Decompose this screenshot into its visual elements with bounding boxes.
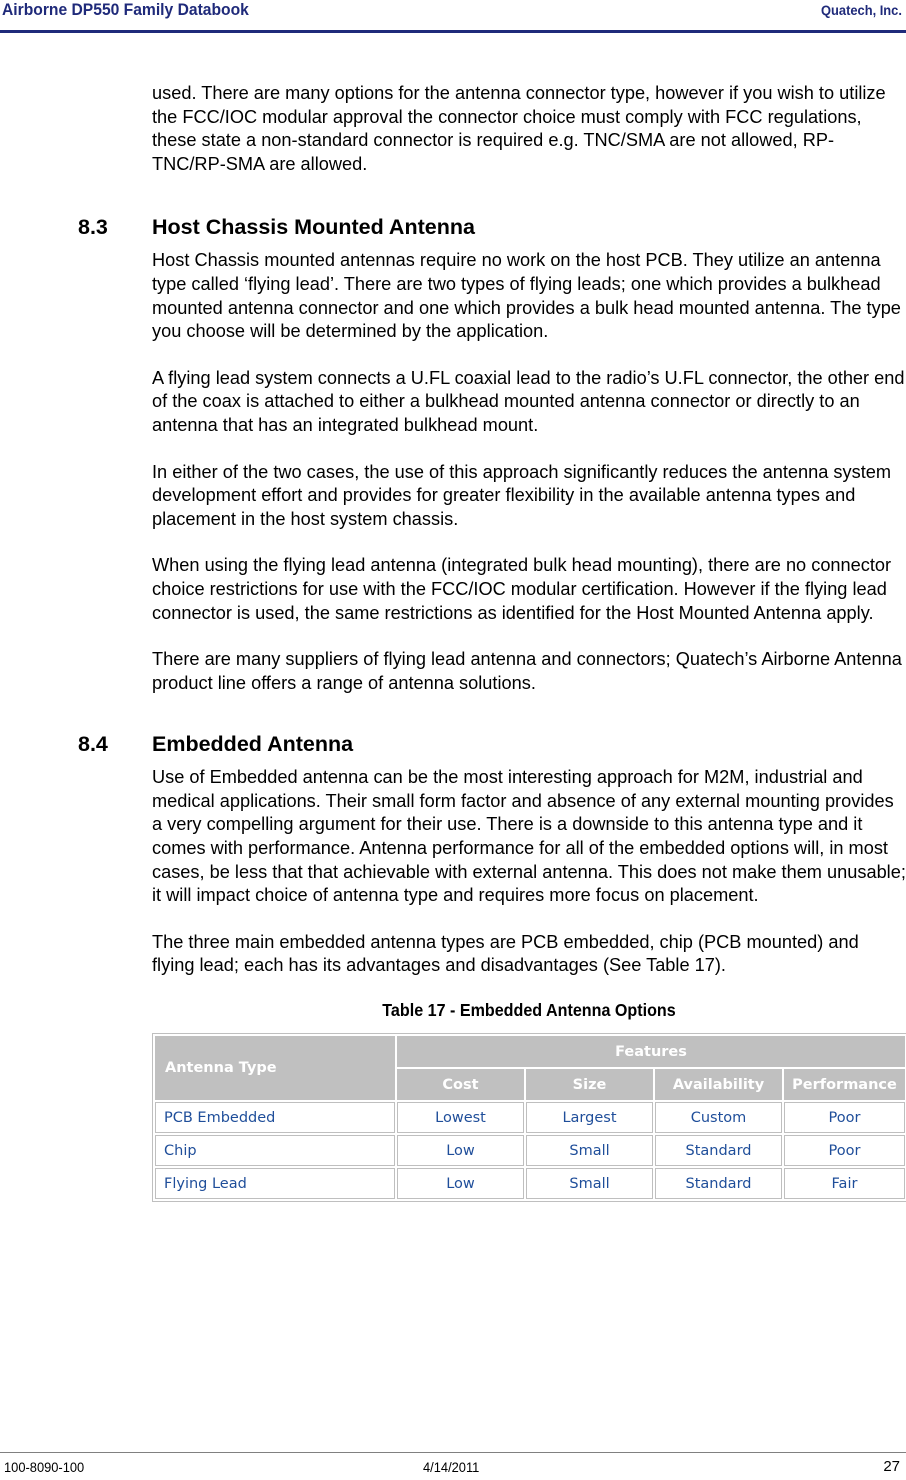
section-heading-8-4 bbox=[78, 732, 906, 762]
performance-cell: Poor bbox=[784, 1135, 905, 1166]
antenna-type-cell: PCB Embedded bbox=[155, 1102, 395, 1133]
cost-cell: Low bbox=[397, 1135, 524, 1166]
section-title: Embedded Antenna bbox=[152, 732, 354, 757]
size-cell: Small bbox=[526, 1168, 653, 1199]
column-header-performance: Performance bbox=[784, 1069, 905, 1100]
paragraph: A flying lead system connects a U.FL coaxial lead to the radio’s U.FL connector, the other end of the coax is attached to either a bulkhead mounted antenna connector or directly to an antenna that has an integrated bulkhead mount. bbox=[152, 367, 905, 435]
size-cell: Largest bbox=[526, 1102, 653, 1133]
page-footer bbox=[0, 1452, 906, 1480]
antenna-type-cell: Flying Lead bbox=[155, 1168, 395, 1199]
size-cell: Small bbox=[526, 1135, 653, 1166]
table-row bbox=[155, 1135, 905, 1166]
performance-cell: Fair bbox=[784, 1168, 905, 1199]
document-date: 4/14/2011 bbox=[423, 1459, 480, 1475]
paragraph: Host Chassis mounted antennas require no work on the host PCB. They utilize an antenna type called ‘flying lead’. There are two types of flying leads; one which provides a bulkhead mounted antenna connector and one which provides a bulk head mounted antenna. The type you choose will be determined by the application. bbox=[152, 250, 901, 342]
company-name: Quatech, Inc. bbox=[821, 2, 902, 18]
availability-cell: Standard bbox=[655, 1135, 782, 1166]
antenna-options-table bbox=[152, 1033, 906, 1202]
paragraph: The three main embedded antenna types are PCB embedded, chip (PCB mounted) and flying lead; each has its advantages and disadvantages (See Table 17). bbox=[152, 931, 859, 976]
section-title: Host Chassis Mounted Antenna bbox=[152, 215, 475, 240]
table-row bbox=[155, 1102, 905, 1133]
paragraph: In either of the two cases, the use of this approach significantly reduces the antenna system development effort and provides for greater flexibility in the available antenna types and placement in the host system chassis. bbox=[152, 461, 892, 529]
performance-cell: Poor bbox=[784, 1102, 905, 1133]
document-number: 100-8090-100 bbox=[4, 1459, 85, 1475]
column-header-availability: Availability bbox=[655, 1069, 782, 1100]
paragraph: Use of Embedded antenna can be the most interesting approach for M2M, industrial and medical applications. Their small form factor and absence of any external mounting provides a very compelling argument for their use. There is a downside to this antenna type and it comes with performance. Antenna performance for all of the embedded options will, in most cases, be less that that achievable with external antenna. This does not make them unusable; it will impact choice of antenna type and requires more focus on placement. bbox=[152, 767, 906, 906]
table-caption: Table 17 - Embedded Antenna Options bbox=[382, 1000, 676, 1021]
column-header-cost: Cost bbox=[397, 1069, 524, 1100]
page-header bbox=[0, 0, 906, 33]
antenna-type-header: Antenna Type bbox=[155, 1036, 395, 1100]
cost-cell: Low bbox=[397, 1168, 524, 1199]
table-row bbox=[155, 1168, 905, 1199]
cost-cell: Lowest bbox=[397, 1102, 524, 1133]
features-header: Features bbox=[397, 1036, 905, 1067]
availability-cell: Custom bbox=[655, 1102, 782, 1133]
antenna-type-cell: Chip bbox=[155, 1135, 395, 1166]
section-number: 8.4 bbox=[78, 732, 108, 757]
paragraph: There are many suppliers of flying lead antenna and connectors; Quatech’s Airborne Antenna product line offers a range of antenna solutions. bbox=[152, 649, 902, 693]
availability-cell: Standard bbox=[655, 1168, 782, 1199]
paragraph: When using the flying lead antenna (integrated bulk head mounting), there are no connector choice restrictions for use with the FCC/IOC modular certification. However if the flying lead connector is used, the same restrictions as identified for the Host Mounted Antenna apply. bbox=[152, 555, 892, 623]
section-heading-8-3 bbox=[78, 215, 906, 245]
intro-paragraph: used. There are many options for the antenna connector type, however if you wish to utilize the FCC/IOC modular approval the connector choice must comply with FCC regulations, these state a non-standard connector is required e.g. TNC/SMA are not allowed, RP-TNC/RP-SMA are allowed. bbox=[152, 83, 886, 174]
section-number: 8.3 bbox=[78, 215, 108, 240]
document-title: Airborne DP550 Family Databook bbox=[2, 0, 249, 19]
column-header-size: Size bbox=[526, 1069, 653, 1100]
page-number: 27 bbox=[883, 1458, 900, 1475]
page-content bbox=[78, 82, 906, 1202]
